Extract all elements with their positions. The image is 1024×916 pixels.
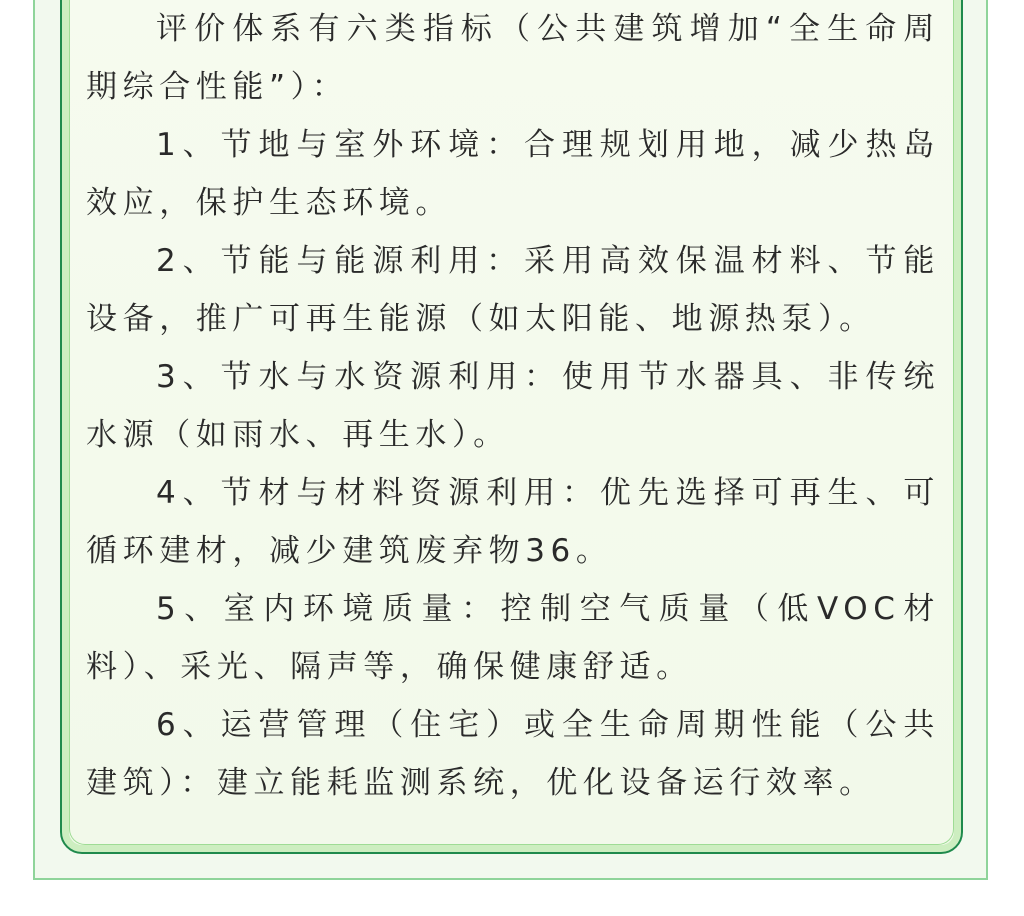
- content-card: [60, 0, 963, 854]
- paragraph-item-5: 5、室内环境质量：控制空气质量（低VOC材料）、采光、隔声等，确保健康舒适。: [86, 591, 940, 685]
- paragraph-item-6: 6、运营管理（住宅）或全生命周期性能（公共建筑）：建立能耗监测系统，优化设备运行效率。: [86, 707, 940, 801]
- paragraph-item-4: 4、节材与材料资源利用：优先选择可再生、可循环建材，减少建筑废弃物36。: [86, 475, 940, 569]
- paragraph-item-3: 3、节水与水资源利用：使用节水器具、非传统水源（如雨水、再生水）。: [86, 359, 940, 453]
- paragraph-indicator-intro: 评价体系有六类指标（公共建筑增加“全生命周期综合性能”）：: [86, 11, 940, 105]
- paragraph-item-1: 1、节地与室外环境：合理规划用地，减少热岛效应，保护生态环境。: [86, 127, 940, 221]
- paragraph-item-2: 2、节能与能源利用：采用高效保温材料、节能设备，推广可再生能源（如太阳能、地源热泵）。: [86, 243, 940, 337]
- document-body: [86, 0, 940, 812]
